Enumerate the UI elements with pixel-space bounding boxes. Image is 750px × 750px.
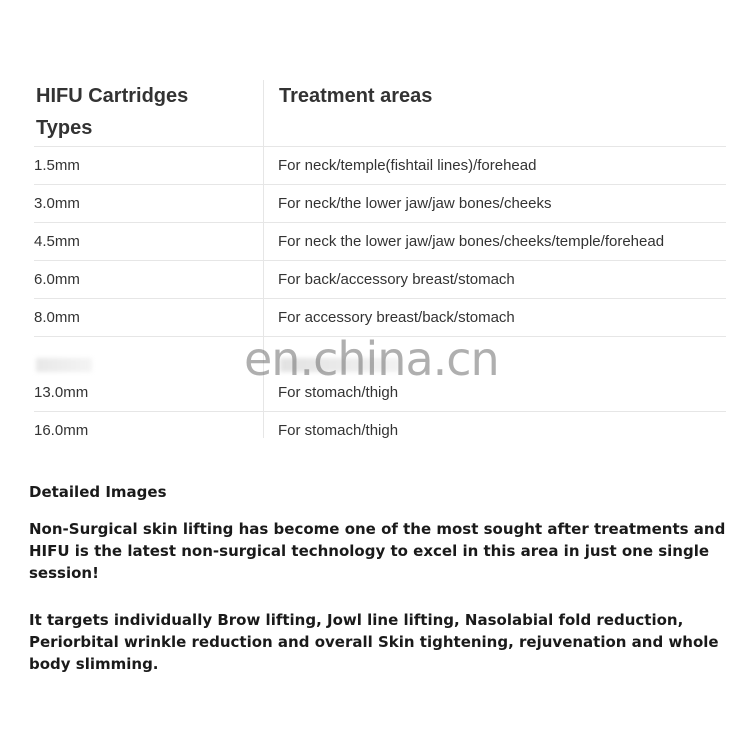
cell-size: 1.5mm xyxy=(34,157,80,174)
cell-size: 8.0mm xyxy=(34,309,80,326)
cell-area: For accessory breast/back/stomach xyxy=(278,309,515,326)
cell-area: For neck the lower jaw/jaw bones/cheeks/temple/forehead xyxy=(278,233,665,250)
cell-size: 13.0mm xyxy=(34,384,89,401)
table-row xyxy=(34,185,726,223)
cartridge-table xyxy=(34,78,726,449)
cell-size: 3.0mm xyxy=(34,195,80,212)
table-row xyxy=(34,223,726,261)
header-cartridge-types: HIFU Cartridges Types xyxy=(36,85,189,139)
table-row xyxy=(34,261,726,299)
header-treatment-areas: Treatment areas xyxy=(279,85,433,107)
cell-area: For stomach/thigh xyxy=(278,384,399,401)
blurred-row-left xyxy=(36,358,92,372)
cell-area: For neck/the lower jaw/jaw bones/cheeks xyxy=(278,195,552,212)
cell-area: For back/accessory breast/stomach xyxy=(278,271,515,288)
table-row xyxy=(34,147,726,185)
watermark: en.china.cn xyxy=(244,332,499,386)
table-row xyxy=(34,412,726,449)
cell-size: 6.0mm xyxy=(34,271,80,288)
cell-size: 16.0mm xyxy=(34,422,89,439)
cell-size: 4.5mm xyxy=(34,233,80,250)
details-paragraph-2: It targets individually Brow lifting, Jowl line lifting, Nasolabial fold reduction, Periorbital wrinkle reduction and overall Skin tightening, rejuvenation and whole body slimming. xyxy=(29,611,719,673)
details-paragraph-1: Non-Surgical skin lifting has become one of the most sought after treatments and HIFU is the latest non-surgical technology to excel in this area in just one single session! xyxy=(29,520,726,582)
table-header xyxy=(34,78,726,147)
details-title: Detailed Images xyxy=(29,483,167,501)
cell-area: For stomach/thigh xyxy=(278,422,399,439)
cell-area: For neck/temple(fishtail lines)/forehead xyxy=(278,157,537,174)
